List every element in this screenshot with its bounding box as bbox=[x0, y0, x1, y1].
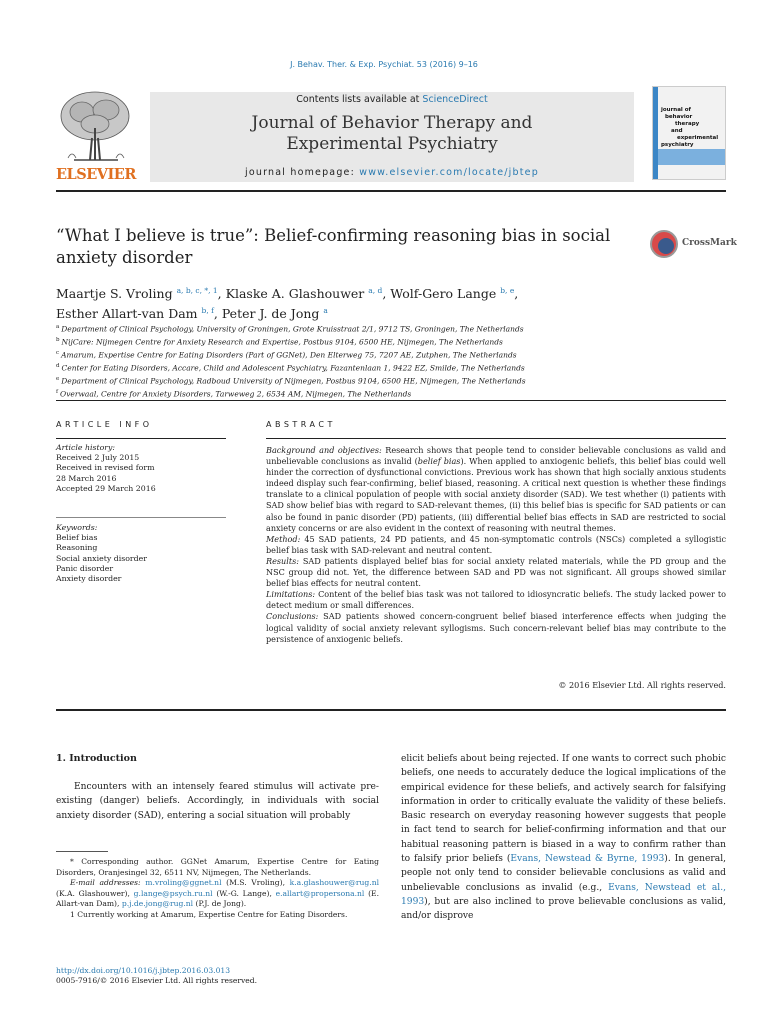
keywords-label: Keywords: bbox=[56, 523, 98, 532]
affiliation-key: f bbox=[56, 389, 59, 396]
cover-bar bbox=[658, 149, 725, 165]
footnote-current-position: 1 Currently working at Amarum, Expertise Centre for Eating Disorders. bbox=[70, 909, 348, 919]
author-separator: , bbox=[382, 286, 391, 302]
cover-line: journal of bbox=[661, 107, 691, 113]
author-separator: , bbox=[217, 286, 226, 302]
citation-link[interactable]: Evans, Newstead & Byrne, 1993 bbox=[510, 854, 665, 865]
citation-link[interactable]: Evans, Newstead et al., 1993 bbox=[401, 882, 727, 907]
history-label: Article history: bbox=[56, 443, 116, 452]
email-link[interactable]: e.allart@propersona.nl bbox=[275, 888, 365, 898]
history-item: 28 March 2016 bbox=[56, 473, 117, 483]
email-owner: (K.A. Glashouwer), bbox=[56, 888, 134, 898]
abstract-results bbox=[266, 556, 726, 589]
author-list bbox=[56, 282, 716, 322]
abstract-text: SAD patients showed concern-congruent belief biased interference effects when judging the logical validity of social anxiety relevant syllogisms. Such concern-relevant belief bias may contribute to the persistence of anxiogenic beliefs. bbox=[266, 611, 726, 644]
section-heading-introduction: 1. Introduction bbox=[56, 753, 137, 764]
abstract-term: belief bias bbox=[417, 456, 461, 467]
keywords-rule bbox=[56, 517, 226, 518]
abstract-conclusions bbox=[266, 611, 726, 644]
author-separator: , bbox=[514, 286, 519, 302]
abstract-label: Method: bbox=[266, 533, 301, 544]
footnote-corresponding: * Corresponding author. GGNet Amarum, Expertise Centre for Eating Disorders, Oranjesingel 32, 6511 NV, Nijmegen, The Netherlands. bbox=[56, 857, 379, 877]
email-link[interactable]: k.a.glashouwer@rug.nl bbox=[289, 878, 380, 888]
footnote-rule bbox=[56, 851, 108, 852]
crossmark-inner bbox=[658, 238, 674, 254]
email-label: E-mail addresses: bbox=[70, 878, 141, 888]
homepage-link[interactable]: www.elsevier.com/locate/jbtep bbox=[359, 167, 539, 178]
email-link[interactable]: p.j.de.jong@rug.nl bbox=[121, 899, 194, 909]
author-name: Klaske A. Glashouwer bbox=[225, 286, 365, 302]
email-link[interactable]: m.vroling@ggnet.nl bbox=[145, 878, 222, 888]
email-owner: (P.J. de Jong). bbox=[193, 899, 247, 909]
elsevier-tree-logo bbox=[54, 88, 136, 166]
abstract-text: 45 SAD patients, 24 PD patients, and 45 non-symptomatic controls (NSCs) completed a syllogistic belief bias task with SAD-relevant and neutral content. bbox=[266, 533, 726, 555]
affiliation-item bbox=[56, 335, 716, 348]
author-affiliation-marks[interactable]: b, f bbox=[201, 306, 214, 316]
abstract-text: ). When applied to anxiogenic beliefs, this belief bias could well hinder the correction of dysfunctional convictions. Previous work has shown that high socially anxious students indeed display such fear-confirming, belief biased, reasoning. A critical next question is whether these findings translate to a clinical population of people with social anxiety disorder (SAD). We test whether (i) patients with SAD show belief bias with regard to SAD-relevant themes, (ii) this belief bias is specific for SAD patients or can also be found in panic disorder (PD) patients, (iii) differential belief bias effects in SAD are restricted to social anxiety concerns or are also evident in the context of reasoning with neutral themes. bbox=[266, 456, 726, 533]
affiliation-text: Overwaal, Centre for Anxiety Disorders, Tarweweg 2, 6534 AM, Nijmegen, The Netherlands bbox=[60, 389, 412, 399]
affiliation-text: Center for Eating Disorders, Accare, Child and Adolescent Psychiatry, Fazantenlaan 1, 9422 EZ, Smilde, The Netherlands bbox=[61, 363, 525, 373]
email-owner: (W.-G. Lange), bbox=[212, 888, 276, 898]
author-affiliation-marks[interactable]: a, d bbox=[368, 286, 383, 295]
body-column-right bbox=[401, 752, 726, 924]
cover-line: behavior bbox=[665, 114, 693, 120]
doi-link[interactable]: http://dx.doi.org/10.1016/j.jbtep.2016.03.013 bbox=[56, 966, 231, 975]
article-info-rule bbox=[56, 438, 226, 439]
abstract-label: Conclusions: bbox=[266, 611, 319, 622]
abstract-method bbox=[266, 534, 726, 556]
history-item: Received 2 July 2015 bbox=[56, 453, 140, 463]
affiliation-item bbox=[56, 348, 716, 361]
affiliation-key: a bbox=[56, 324, 60, 330]
body-text: ), but are also inclined to prove believable conclusions as valid, and/or disprove bbox=[401, 896, 726, 922]
publisher-logo-text: ELSEVIER bbox=[56, 166, 136, 183]
history-item: Accepted 29 March 2016 bbox=[56, 483, 156, 493]
author-name: Peter J. de Jong bbox=[221, 306, 320, 322]
email-owner: (E. Allart-van Dam), bbox=[56, 888, 379, 909]
crossmark-icon bbox=[650, 230, 678, 258]
keyword-item: Belief bias bbox=[56, 533, 98, 543]
issn-line: 0005-7916/© 2016 Elsevier Ltd. All rights reserved. bbox=[56, 976, 258, 985]
keyword-item: Reasoning bbox=[56, 543, 98, 553]
keyword-item: Anxiety disorder bbox=[56, 574, 122, 584]
author-name: Esther Allart-van Dam bbox=[56, 306, 198, 322]
cover-line: psychiatry bbox=[661, 142, 694, 148]
body-text: elicit beliefs about being rejected. If one wants to correct such phobic beliefs, one needs to accurately deduce the logical implications of the empirical evidence for these beliefs, and actively search for falsifying information in order to critically evaluate the validity of these beliefs. Basic research on everyday reasoning however suggests that people in fact tend to search for belief-confirming information and that our habitual reasoning pattern is biased in a way to confirm rather than to falsify prior beliefs ( bbox=[401, 754, 726, 865]
affiliation-key: e bbox=[56, 376, 60, 383]
keywords bbox=[56, 523, 226, 584]
body-text: ). In general, people not only tend to consider believable conclusions as valid and unbelievable conclusions as invalid (e.g., bbox=[401, 854, 726, 893]
footnote-emails bbox=[56, 878, 379, 910]
body-column-left: Encounters with an intensely feared stimulus will activate pre-existing (danger) beliefs. Accordingly, in individuals with social anxiety disorder (SAD), entering a social situation will probably bbox=[56, 782, 379, 821]
footnotes bbox=[56, 857, 379, 921]
sciencedirect-link[interactable]: ScienceDirect bbox=[422, 94, 488, 105]
journal-title-line2: Experimental Psychiatry bbox=[286, 134, 498, 154]
header-rule bbox=[56, 190, 726, 192]
email-owner: (M.S. Vroling), bbox=[221, 878, 290, 888]
journal-homepage bbox=[150, 167, 634, 178]
affiliation-item bbox=[56, 361, 716, 374]
abstract-background bbox=[266, 445, 726, 534]
cover-line: experimental bbox=[677, 135, 719, 141]
abstract-body bbox=[266, 445, 726, 645]
tree-icon bbox=[54, 88, 136, 166]
abstract-text: SAD patients displayed belief bias for social anxiety related materials, while the PD group and the NSC group did not. Yet, the difference between SAD and PD was not significant. All groups showed similar belief bias effects for neutral content. bbox=[266, 555, 726, 589]
article-info-heading: ARTICLE INFO bbox=[56, 420, 153, 429]
abstract-label: Background and objectives: bbox=[266, 445, 382, 455]
author-affiliation-marks[interactable]: a bbox=[323, 306, 328, 316]
abstract-copyright: © 2016 Elsevier Ltd. All rights reserved. bbox=[558, 680, 726, 690]
affiliation-rule bbox=[56, 400, 726, 401]
journal-citation: J. Behav. Ther. & Exp. Psychiat. 53 (2016) 9–16 bbox=[290, 60, 478, 69]
journal-title bbox=[150, 113, 634, 155]
abstract-label: Results: bbox=[266, 555, 299, 566]
author-name: Maartje S. Vroling bbox=[56, 286, 173, 302]
article-footer bbox=[56, 966, 257, 986]
abstract-label: Limitations: bbox=[266, 589, 316, 600]
author-affiliation-marks[interactable]: a, b, c, *, 1 bbox=[176, 286, 218, 295]
author-affiliation-marks[interactable]: b, e bbox=[500, 286, 515, 295]
contents-line bbox=[150, 94, 634, 105]
affiliation-text: Amarum, Expertise Centre for Eating Disorders (Part of GGNet), Den Elterweg 75, 7207 AE, Zutphen, The Netherlands bbox=[61, 350, 517, 360]
abstract-text: Content of the belief bias task was not tailored to idiosyncratic beliefs. The study lacked power to detect medium or small differences. bbox=[266, 589, 726, 611]
cover-line: therapy bbox=[675, 121, 700, 127]
cover-strip bbox=[653, 87, 658, 179]
contents-prefix: Contents lists available at bbox=[296, 94, 423, 105]
affiliation-item bbox=[56, 322, 716, 335]
email-link[interactable]: g.lange@psych.ru.nl bbox=[133, 888, 213, 898]
affiliation-item bbox=[56, 387, 716, 400]
affiliation-key: b bbox=[56, 337, 60, 344]
abstract-text: Research shows that people tend to consider believable conclusions as valid and unbelievable conclusions as invalid ( bbox=[266, 445, 726, 467]
crossmark-label: CrossMark bbox=[682, 238, 737, 248]
keyword-item: Social anxiety disorder bbox=[56, 553, 147, 563]
abstract-heading: ABSTRACT bbox=[266, 420, 336, 429]
cover-line: and bbox=[671, 128, 683, 134]
author-separator: , bbox=[213, 306, 222, 322]
affiliation-list bbox=[56, 322, 716, 401]
abstract-rule bbox=[266, 438, 726, 439]
affiliation-key: d bbox=[56, 363, 60, 370]
journal-title-line1: Journal of Behavior Therapy and bbox=[251, 113, 533, 133]
author-name: Wolf-Gero Lange bbox=[390, 286, 497, 302]
keyword-item: Panic disorder bbox=[56, 563, 114, 573]
history-item: Received in revised form bbox=[56, 463, 155, 473]
affiliation-text: NijCare: Nijmegen Centre for Anxiety Research and Expertise, Postbus 9104, 6500 HE, Nijmegen, The Netherlands bbox=[61, 337, 503, 347]
homepage-prefix: journal homepage: bbox=[245, 167, 360, 178]
abstract-bottom-rule bbox=[56, 709, 726, 711]
cover-title bbox=[661, 107, 718, 149]
article-history bbox=[56, 443, 226, 494]
abstract-limitations bbox=[266, 589, 726, 611]
affiliation-item bbox=[56, 374, 716, 387]
affiliation-text: Department of Clinical Psychology, Radboud University of Nijmegen, Postbus 9104, 6500 HE, Nijmegen, The Netherlands bbox=[61, 376, 526, 386]
article-title: “What I believe is true”: Belief-confirming reasoning bias in social anxiety disorder bbox=[56, 226, 611, 267]
journal-cover-thumbnail[interactable] bbox=[652, 86, 726, 180]
affiliation-text: Department of Clinical Psychology, University of Groningen, Grote Kruisstraat 2/1, 9712 TS, Groningen, The Netherlands bbox=[61, 324, 524, 334]
affiliation-key: c bbox=[56, 350, 60, 357]
